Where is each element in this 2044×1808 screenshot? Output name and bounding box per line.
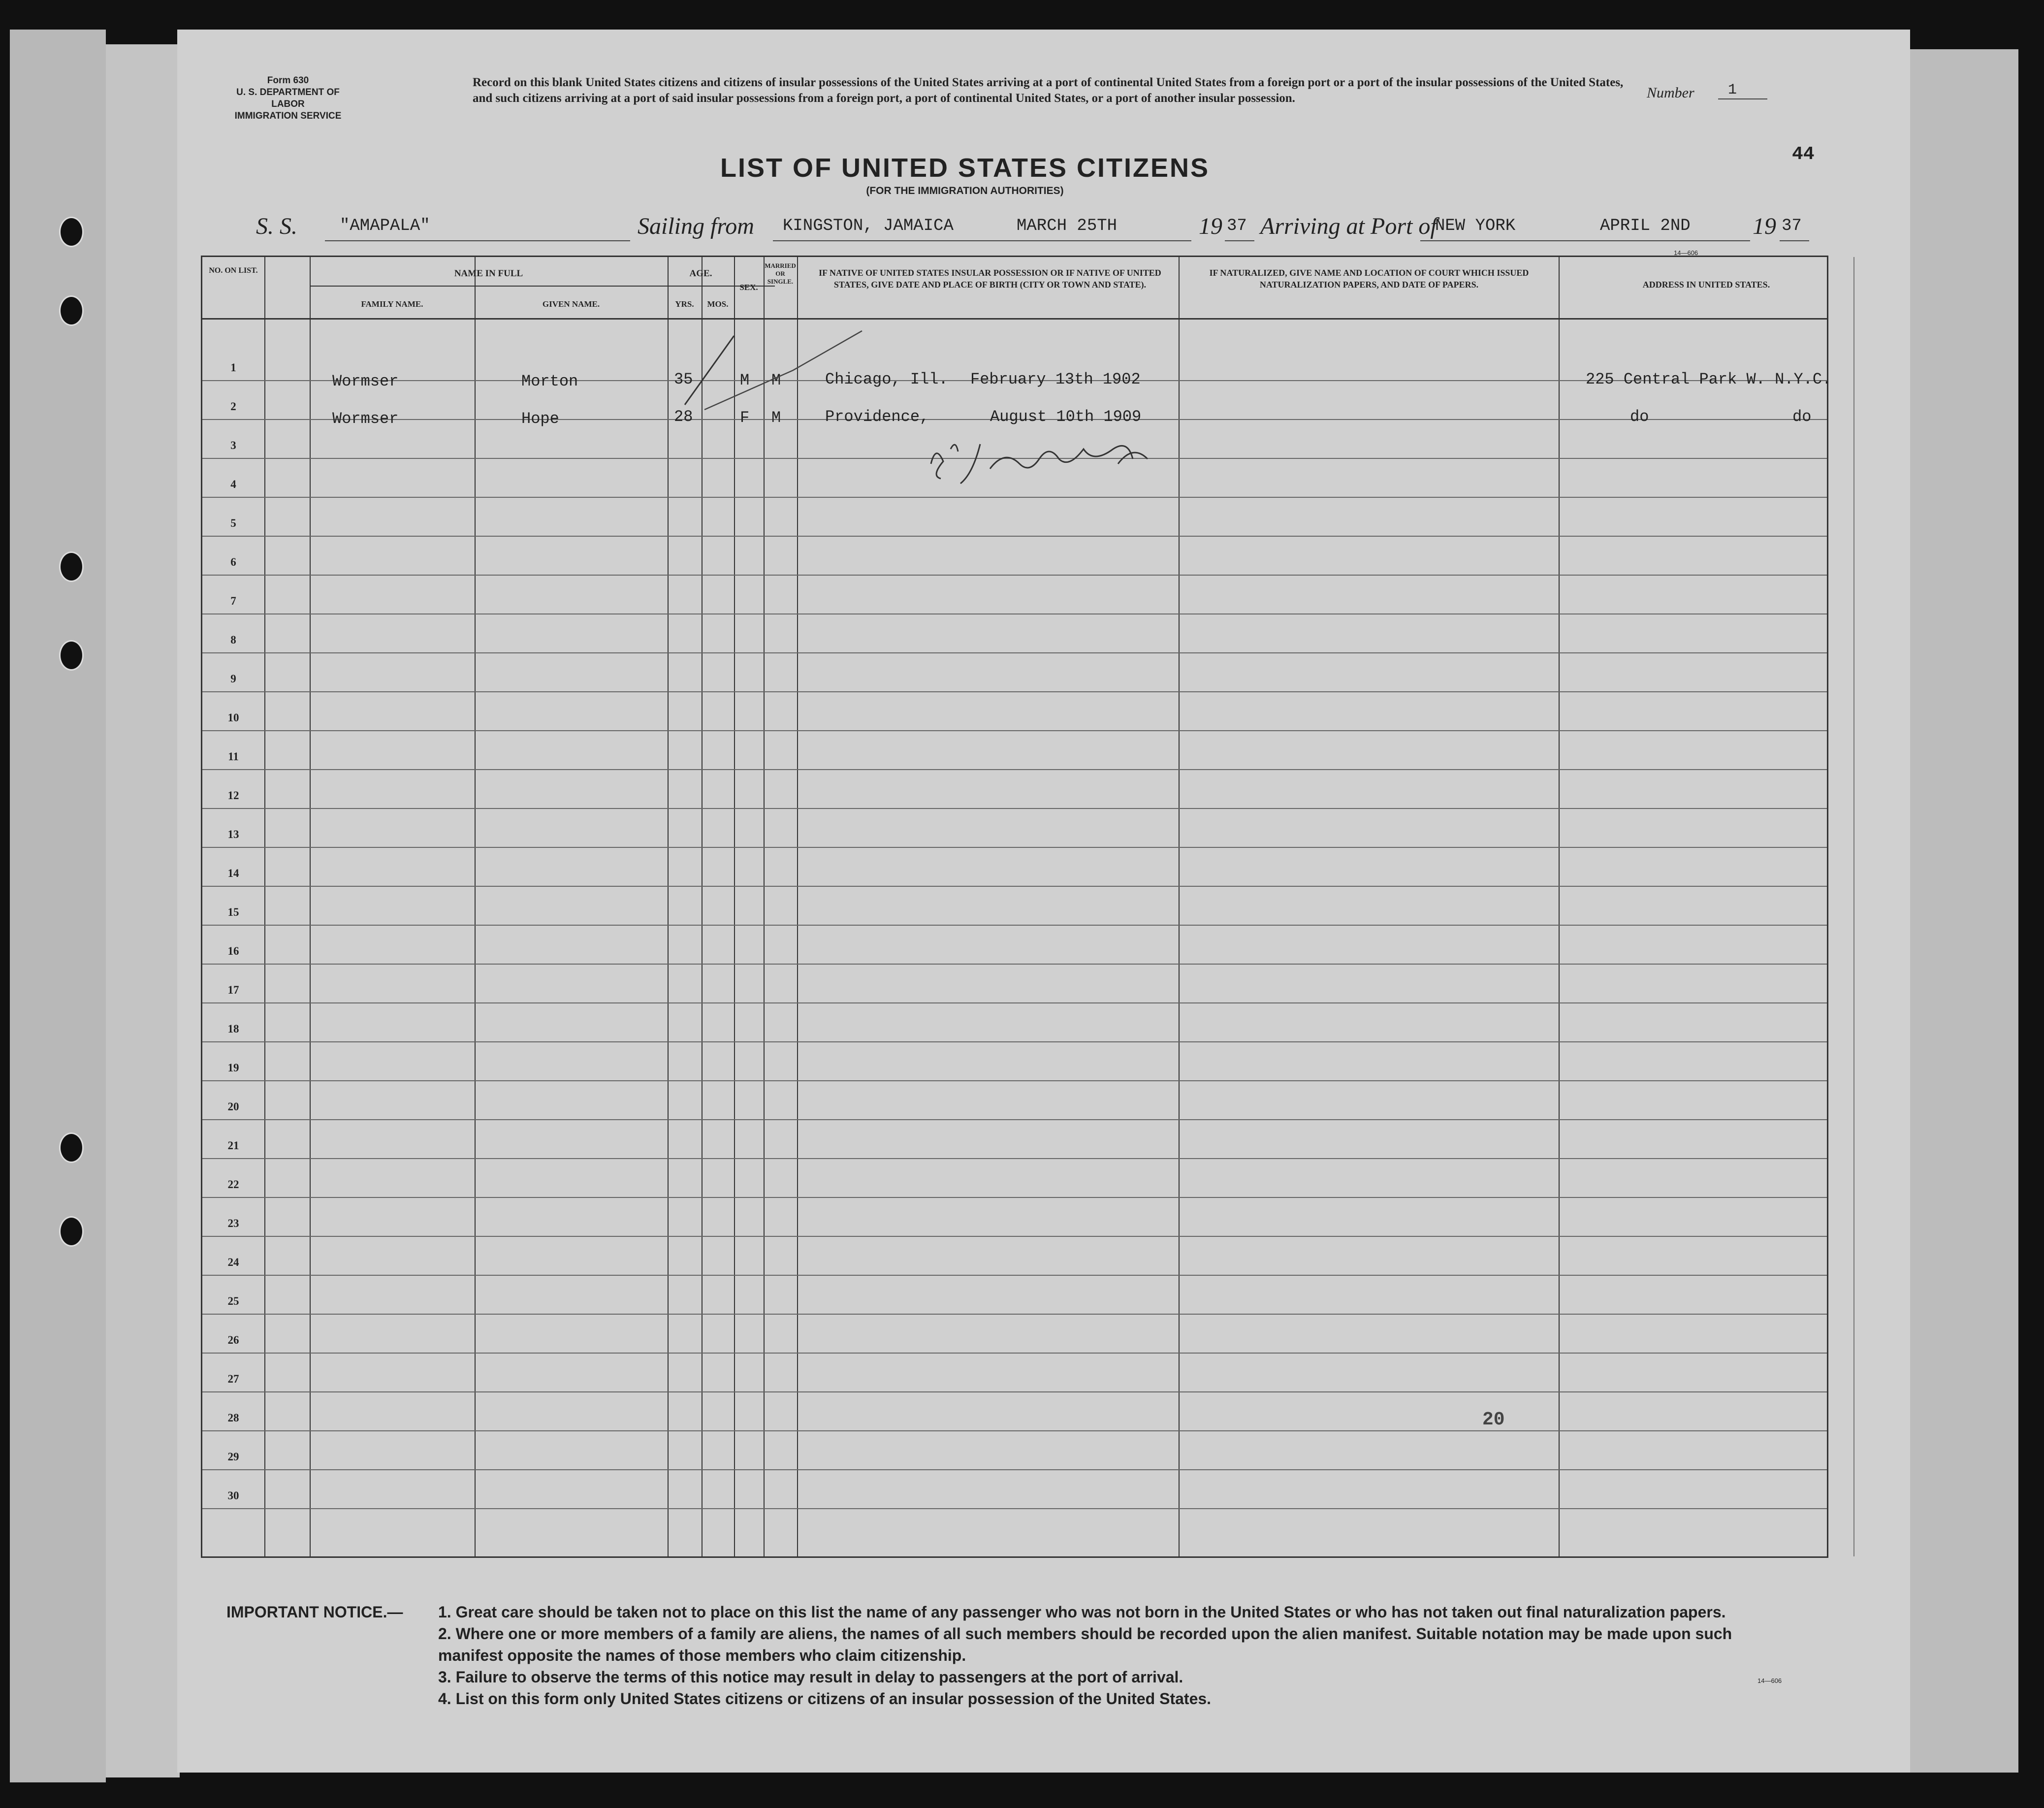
row-rule [202, 1080, 1827, 1081]
address-cell: do [1630, 408, 1649, 426]
row-number: 26 [227, 1334, 239, 1346]
arrival-date: APRIL 2ND [1600, 217, 1691, 235]
column-divider [668, 257, 669, 1556]
notice-heading: IMPORTANT NOTICE.— [226, 1603, 403, 1621]
header-family-name: FAMILY NAME. [361, 299, 423, 309]
marital-cell: M [771, 371, 781, 389]
header-bottom-rule [202, 318, 1827, 320]
given-name-cell: Hope [521, 410, 559, 428]
binder-hole [59, 551, 84, 582]
binder-hole [59, 1132, 84, 1163]
row-number: 1 [230, 361, 236, 374]
binder-hole [59, 217, 84, 247]
row-number: 19 [227, 1062, 239, 1074]
row-rule [202, 1314, 1827, 1315]
row-rule [202, 691, 1827, 692]
row-number: 25 [227, 1295, 239, 1307]
row-number: 24 [227, 1256, 239, 1268]
row-number: 13 [227, 828, 239, 840]
address-cell: 225 Central Park W. N.Y.C. [1586, 370, 1832, 388]
row-rule [202, 847, 1827, 848]
form-identifier [224, 75, 352, 122]
row-rule [202, 1469, 1827, 1470]
row-rule [202, 1508, 1827, 1509]
row-rule [202, 652, 1827, 653]
row-number: 21 [227, 1139, 239, 1152]
age-years-cell: 35 [674, 370, 693, 388]
row-number: 3 [230, 439, 236, 452]
row-rule [202, 1275, 1827, 1276]
column-divider [764, 257, 765, 1556]
department-name: U. S. DEPARTMENT OF LABOR [236, 87, 340, 109]
row-number: 8 [230, 634, 236, 646]
number-label: Number [1647, 85, 1694, 101]
notice-item: 2. Where one or more members of a family are aliens, the names of all such members should be recorded upon the alien manifest. Suitable notation may be made upon such manifest opposite the names of those members who claim citizenship. [438, 1625, 1732, 1664]
address-cell: do [1792, 408, 1812, 426]
sailing-date: MARCH 25TH [1017, 217, 1118, 235]
intro-text: Record on this blank United States citizens and citizens of insular possessions of the United States arriving at a port of continental United States from a foreign port or a port of the insular possessions of the United States, and such citizens arriving at a port of said insular possessions from a foreign port, a port of continental United States, or a port of another insular possession. [473, 76, 1624, 105]
row-rule [202, 886, 1827, 887]
print-code: 14—606 [1674, 249, 1698, 257]
row-number: 23 [227, 1217, 239, 1229]
notice-item: 3. Failure to observe the terms of this notice may result in delay to passengers at the port of arrival. [438, 1668, 1183, 1686]
binder-hole [59, 295, 84, 326]
row-rule [202, 1002, 1827, 1003]
column-divider [1853, 257, 1854, 1556]
birth-date-cell: February 13th 1902 [970, 370, 1141, 388]
family-name-cell: Wormser [332, 372, 399, 390]
sailing-port: KINGSTON, JAMAICA [783, 217, 954, 235]
row-number: 6 [230, 556, 236, 568]
header-sex: SEX. [739, 283, 758, 292]
birth-date-cell: August 10th 1909 [990, 408, 1142, 426]
arrival-port: NEW YORK [1435, 217, 1516, 235]
row-number: 30 [227, 1489, 239, 1502]
row-rule [202, 808, 1827, 809]
row-rule [202, 613, 1827, 614]
family-name-cell: Wormser [332, 410, 399, 428]
row-number: 18 [227, 1023, 239, 1035]
handwritten-notation [921, 429, 1197, 498]
number-value: 1 [1728, 82, 1737, 98]
row-rule [202, 1391, 1827, 1392]
row-rule [202, 769, 1827, 770]
row-number: 16 [227, 945, 239, 957]
row-number: 28 [227, 1412, 239, 1424]
binder-hole [59, 640, 84, 671]
row-rule [202, 925, 1827, 926]
print-code-footer: 14—606 [1757, 1677, 1782, 1684]
form-number: Form 630 [267, 75, 309, 86]
row-rule [202, 1041, 1827, 1042]
notice-list [438, 1601, 1743, 1710]
header-no-on-list: NO. ON LIST. [209, 266, 258, 275]
arrival-line [1420, 213, 1750, 241]
row-number: 15 [227, 906, 239, 918]
notice-item: 4. List on this form only United States citizens or citizens of an insular possession of the United States. [438, 1690, 1212, 1708]
row-number: 14 [227, 867, 239, 879]
row-number: 7 [230, 595, 236, 607]
manifest-sheet [177, 30, 1910, 1773]
header-birth: IF NATIVE OF UNITED STATES INSULAR POSSESSION OR IF NATIVE OF UNITED STATES, GIVE DATE AND PLACE OF BIRTH (CITY OR TOWN AND STATE). [819, 268, 1161, 290]
number-underline [1718, 98, 1767, 99]
row-number: 5 [230, 517, 236, 529]
header-mos: MOS. [707, 299, 729, 309]
row-rule [202, 1197, 1827, 1198]
column-divider [797, 257, 798, 1556]
document-subtitle: (FOR THE IMMIGRATION AUTHORITIES) [866, 185, 1064, 196]
row-rule [202, 1158, 1827, 1159]
header-age: AGE. [689, 268, 712, 279]
header-naturalized: IF NATURALIZED, GIVE NAME AND LOCATION OF COURT WHICH ISSUED NATURALIZATION PAPERS, AND DATE OF PAPERS. [1209, 268, 1529, 290]
sailing-year-line [1225, 213, 1254, 241]
row-rule [202, 1119, 1827, 1120]
row-number: 12 [227, 789, 239, 802]
sex-cell: M [740, 371, 750, 389]
check-mark-annotation [675, 316, 896, 424]
row-rule [202, 964, 1827, 965]
notice-item: 1. Great care should be taken not to place on this list the name of any passenger who was not born in the United States or who has not taken out final naturalization papers. [438, 1603, 1726, 1621]
binder-hole [59, 1216, 84, 1247]
column-divider [475, 257, 476, 1556]
row-number: 29 [227, 1451, 239, 1463]
row-number: 4 [230, 478, 236, 490]
header-married-or-single: MARRIED OR SINGLE. [765, 262, 796, 285]
page-number: 44 [1792, 144, 1815, 165]
sailing-year-prefix: 19 [1199, 213, 1222, 239]
service-name: IMMIGRATION SERVICE [234, 111, 342, 121]
arrival-year-line [1780, 213, 1809, 241]
birth-place-cell: Chicago, Ill. [825, 370, 948, 388]
arrival-year: 37 [1782, 217, 1802, 235]
row-number: 10 [227, 711, 239, 724]
arriving-label: Arriving at Port of [1260, 213, 1437, 239]
passenger-table [201, 256, 1832, 1558]
subheader-rule [310, 286, 775, 287]
ss-label: S. S. [256, 213, 297, 239]
row-rule [202, 1236, 1827, 1237]
row-number: 2 [230, 400, 236, 413]
binder-strip [10, 30, 106, 1782]
sailing-from-line [773, 213, 1191, 241]
document-title: LIST OF UNITED STATES CITIZENS [720, 153, 1210, 183]
row-rule [202, 575, 1827, 576]
sex-cell: F [740, 409, 750, 427]
sailing-year: 37 [1227, 217, 1247, 235]
row-number: 17 [227, 984, 239, 996]
birth-place-cell: Providence, [825, 408, 929, 426]
row-number: 27 [227, 1373, 239, 1385]
given-name-cell: Morton [521, 372, 578, 390]
ship-name-line [325, 213, 630, 241]
row-number: 9 [230, 673, 236, 685]
column-divider [310, 257, 311, 1556]
row-rule [202, 536, 1827, 537]
row-rule [202, 1353, 1827, 1354]
stamp-number: 20 [1482, 1409, 1505, 1430]
row-number: 20 [227, 1100, 239, 1113]
column-divider [264, 257, 265, 1556]
row-rule [202, 1430, 1827, 1431]
back-page-edge [1905, 49, 2018, 1773]
column-divider [702, 257, 703, 1556]
sailing-from-label: Sailing from [638, 213, 754, 239]
header-yrs: YRS. [675, 299, 694, 309]
row-rule [202, 730, 1827, 731]
row-number: 11 [228, 750, 239, 763]
header-name-in-full: NAME IN FULL [454, 268, 523, 279]
back-page-edge [106, 44, 180, 1777]
header-given-name: GIVEN NAME. [542, 299, 600, 309]
ship-name: "AMAPALA" [340, 217, 430, 235]
column-divider [734, 257, 735, 1556]
age-years-cell: 28 [674, 408, 693, 426]
column-divider [1559, 257, 1560, 1556]
arrival-year-prefix: 19 [1753, 213, 1776, 239]
row-number: 22 [227, 1178, 239, 1191]
header-address: ADDRESS IN UNITED STATES. [1642, 280, 1770, 290]
marital-cell: M [771, 409, 781, 427]
